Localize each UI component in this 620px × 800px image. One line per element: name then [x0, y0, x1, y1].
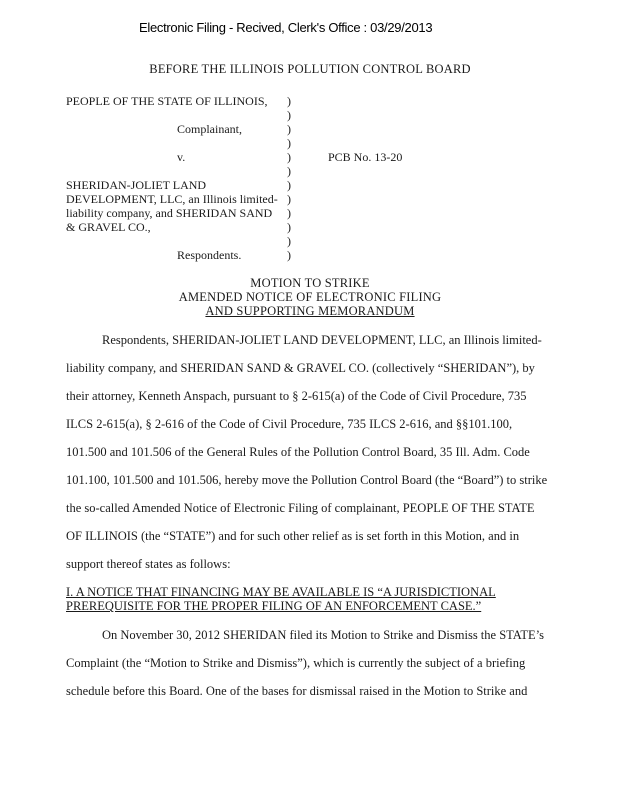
document-title-underlined: AND SUPPORTING MEMORANDUM	[205, 304, 415, 318]
caption-paren: )	[287, 164, 291, 178]
paragraph-line: OF ILLINOIS (the “STATE”) and for such other relief as is set forth in this Motion, and in	[66, 529, 520, 543]
caption-paren: )	[287, 122, 291, 136]
section-heading-line: I. A NOTICE THAT FINANCING MAY BE AVAILABLE IS “A JURISDICTIONAL	[66, 585, 496, 599]
caption-paren: )	[287, 234, 291, 248]
caption-paren: )	[287, 206, 291, 220]
paragraph-line: their attorney, Kenneth Anspach, pursuant to § 2-615(a) of the Code of Civil Procedure, 735	[66, 389, 527, 403]
paragraph-line: 101.100, 101.500 and 101.506, hereby move the Pollution Control Board (the “Board”) to strike	[66, 473, 548, 487]
paragraph-line: support thereof states as follows:	[66, 557, 231, 571]
plaintiff-name: PEOPLE OF THE STATE OF ILLINOIS,	[66, 94, 268, 108]
paragraph-line: schedule before this Board. One of the bases for dismissal raised in the Motion to Strike and	[66, 684, 528, 698]
filing-stamp: Electronic Filing - Recived, Clerk's Office : 03/29/2013	[139, 20, 433, 35]
paragraph-line: 101.500 and 101.506 of the General Rules of the Pollution Control Board, 35 Ill. Adm. Code	[66, 445, 530, 459]
document-title-line: AMENDED NOTICE OF ELECTRONIC FILING	[178, 290, 442, 304]
caption-paren: )	[287, 220, 291, 234]
defendant-line: SHERIDAN-JOLIET LAND	[66, 178, 207, 192]
case-number: PCB No. 13-20	[328, 150, 403, 164]
paragraph-line: Respondents, SHERIDAN-JOLIET LAND DEVELOPMENT, LLC, an Illinois limited-	[102, 333, 542, 347]
paragraph-line: Complaint (the “Motion to Strike and Dismiss”), which is currently the subject of a briefing	[66, 656, 526, 670]
versus: v.	[177, 150, 186, 164]
caption-paren: )	[287, 178, 291, 192]
paragraph-line: the so-called Amended Notice of Electronic Filing of complainant, PEOPLE OF THE STATE	[66, 501, 535, 515]
caption-paren: )	[287, 248, 291, 262]
defendant-role: Respondents.	[177, 248, 242, 262]
plaintiff-role: Complainant,	[177, 122, 242, 136]
caption-paren: )	[287, 94, 291, 108]
caption-paren: )	[287, 136, 291, 150]
defendant-line: & GRAVEL CO.,	[66, 220, 151, 234]
defendant-line: DEVELOPMENT, LLC, an Illinois limited-	[66, 192, 278, 206]
caption-paren: )	[287, 150, 291, 164]
caption-paren: )	[287, 108, 291, 122]
paragraph-line: liability company, and SHERIDAN SAND & GRAVEL CO. (collectively “SHERIDAN”), by	[66, 361, 535, 375]
paragraph-line: ILCS 2-615(a), § 2-616 of the Code of Civil Procedure, 735 ILCS 2-616, and §§101.100,	[66, 417, 513, 431]
defendant-line: liability company, and SHERIDAN SAND	[66, 206, 273, 220]
caption-paren: )	[287, 192, 291, 206]
section-heading-line: PREREQUISITE FOR THE PROPER FILING OF AN ENFORCEMENT CASE.”	[66, 599, 482, 613]
document-title-line	[0, 304, 620, 318]
board-title: BEFORE THE ILLINOIS POLLUTION CONTROL BOARD	[149, 62, 471, 76]
paragraph-line: On November 30, 2012 SHERIDAN filed its Motion to Strike and Dismiss the STATE’s	[102, 628, 545, 642]
document-title-line: MOTION TO STRIKE	[250, 276, 370, 290]
